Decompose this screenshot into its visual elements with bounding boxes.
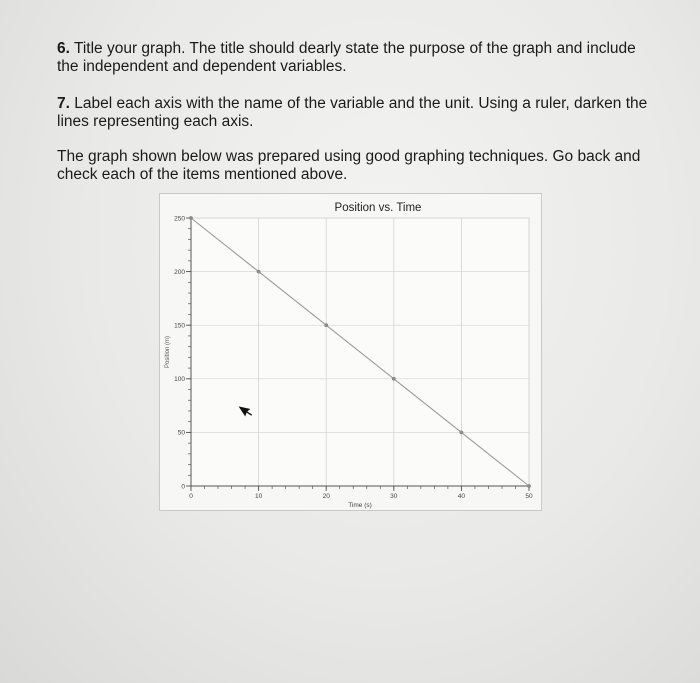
y-tick-label: 150 — [174, 322, 185, 330]
chart-frame — [159, 193, 542, 511]
data-point — [189, 216, 193, 220]
data-point — [527, 484, 531, 488]
instruction-7 — [57, 95, 657, 131]
y-tick-label: 200 — [174, 268, 185, 276]
data-point — [324, 323, 328, 327]
y-axis-label: Position (m) — [165, 335, 171, 369]
graph-intro-paragraph — [57, 148, 657, 184]
instruction-6-text: Title your graph. The title should dearly state the purpose of the graph and include the independent and dependent variables. — [57, 40, 636, 75]
x-tick-label: 20 — [322, 493, 330, 500]
x-tick-label: 50 — [525, 493, 533, 500]
instruction-7-text: Label each axis with the name of the variable and the unit. Using a ruler, darken the lines representing each axis. — [57, 95, 648, 130]
x-tick-label: 40 — [457, 493, 466, 500]
y-tick-label: 50 — [177, 429, 185, 437]
data-point — [392, 377, 396, 381]
y-tick-label: 0 — [181, 483, 185, 491]
instruction-7-number: 7. — [57, 95, 70, 112]
x-tick-label: 10 — [254, 493, 263, 500]
x-tick-label: 0 — [189, 493, 193, 500]
graph-intro-text: The graph shown below was prepared using good graphing techniques. Go back and check each of the items mentioned above. — [57, 148, 641, 183]
instruction-6-number: 6. — [57, 40, 70, 57]
x-tick-label: 30 — [390, 493, 398, 500]
y-tick-label: 250 — [174, 215, 185, 223]
x-axis-label: Time (s) — [348, 502, 372, 509]
instruction-6 — [57, 40, 657, 76]
chart-title: Position vs. Time — [334, 202, 422, 214]
y-tick-label: 100 — [174, 376, 185, 384]
position-time-chart — [160, 194, 543, 512]
data-point — [460, 431, 464, 435]
data-point — [257, 270, 261, 274]
